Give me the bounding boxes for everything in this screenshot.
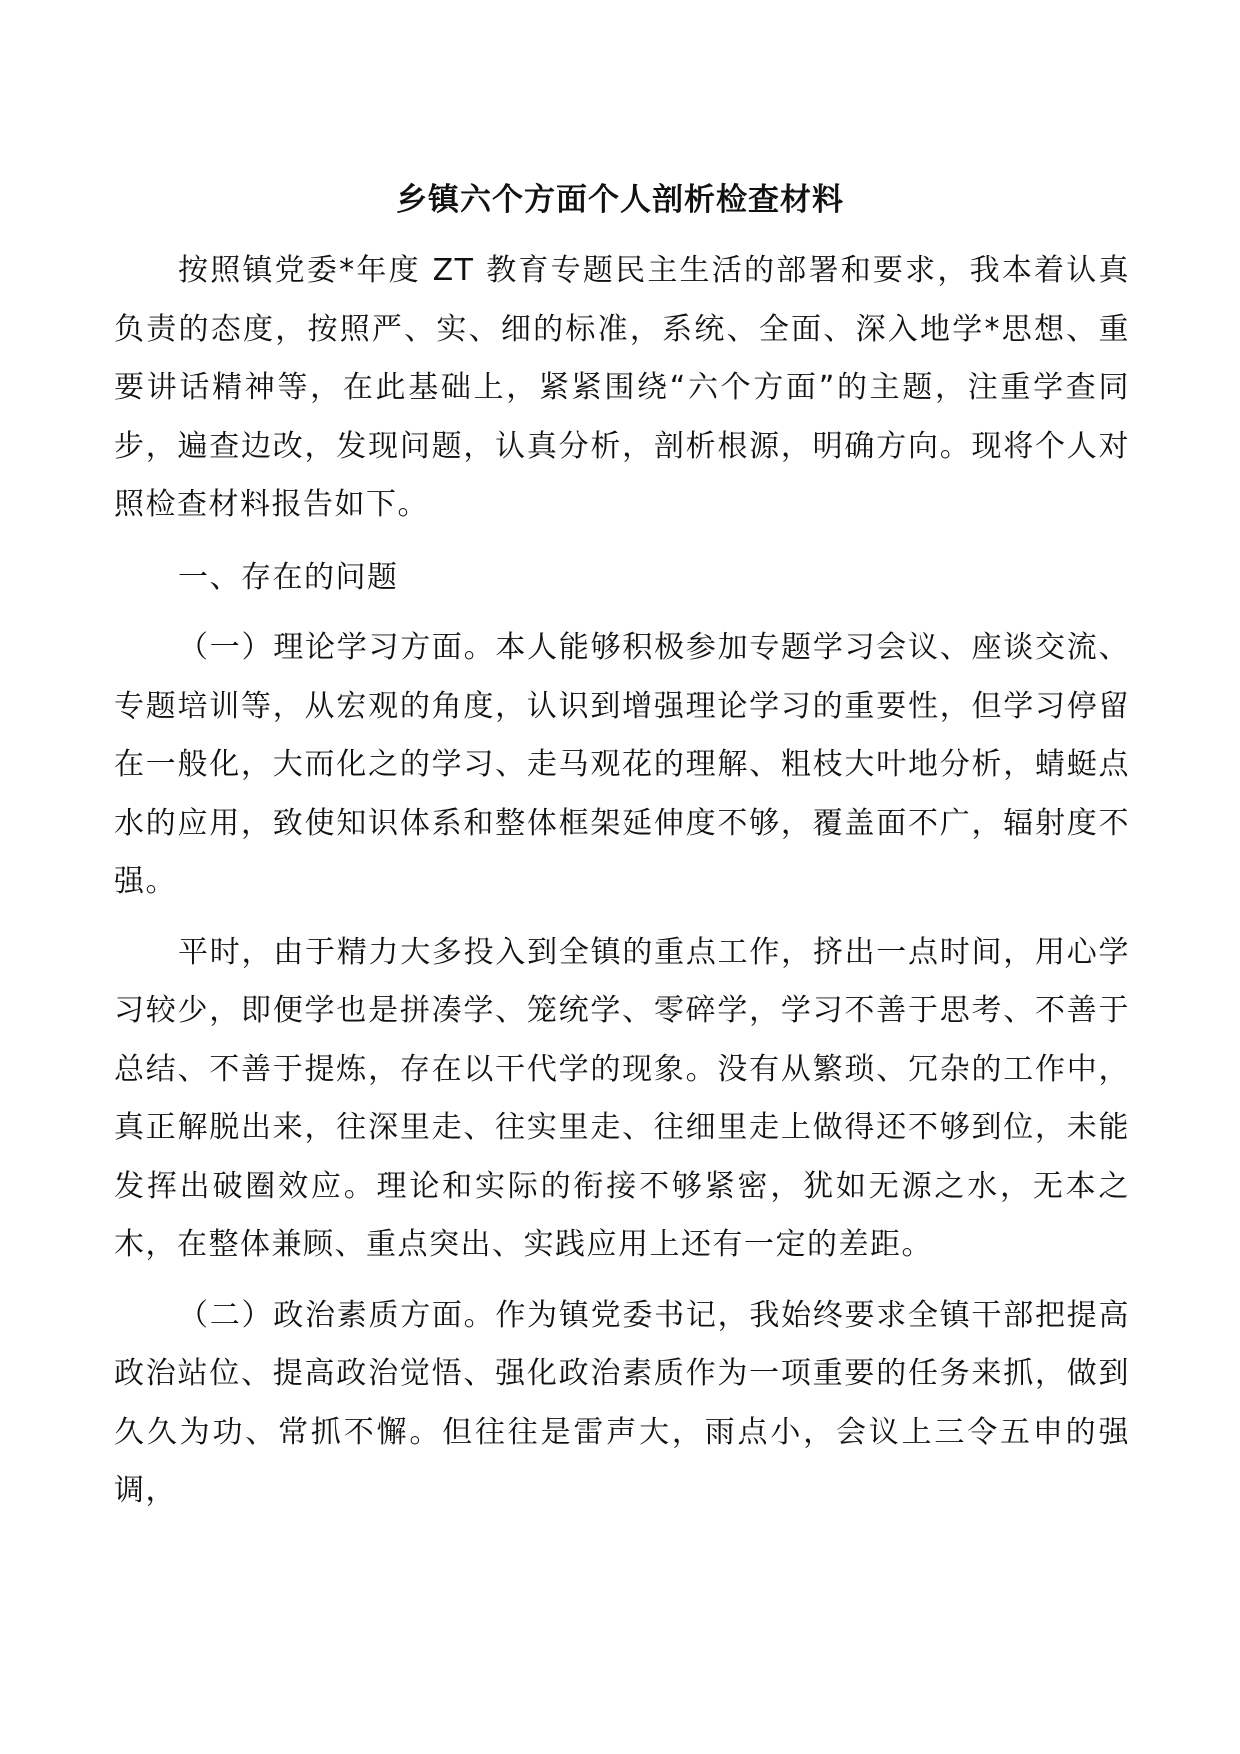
intro-paragraph: 按照镇党委*年度 ZT 教育专题民主生活的部署和要求，我本着认真负责的态度，按照严、实、细的标准，系统、全面、深入地学*思想、重要讲话精神等，在此基础上，紧紧围绕“六个方面”的主题，注重学查同步，遍查边改，发现问题，认真分析，剖析根源，明确方向。现将个人对照检查材料报告如下。	[114, 253, 1130, 522]
document-title: 乡镇六个方面个人剖析检查材料	[396, 182, 844, 218]
document-body	[114, 242, 1130, 1521]
section-heading-problems: 一、存在的问题	[178, 559, 399, 595]
paragraph-theory-study: （一）理论学习方面。本人能够积极参加专题学习会议、座谈交流、专题培训等，从宏观的角度，认识到增强理论学习的重要性，但学习停留在一般化，大而化之的学习、走马观花的理解、粗枝大叶地分析，蜻蜓点水的应用，致使知识体系和整体框架延伸度不够，覆盖面不广，辐射度不强。	[114, 630, 1130, 899]
paragraph-political-quality: （二）政治素质方面。作为镇党委书记，我始终要求全镇干部把提高政治站位、提高政治觉悟、强化政治素质作为一项重要的任务来抓，做到久久为功、常抓不懈。但往往是雷声大，雨点小，会议上三令五申的强调，	[114, 1297, 1130, 1508]
paragraph-daily-study: 平时，由于精力大多投入到全镇的重点工作，挤出一点时间，用心学习较少，即便学也是拼凑学、笼统学、零碎学，学习不善于思考、不善于总结、不善于提炼，存在以干代学的现象。没有从繁琐、冗杂的工作中，真正解脱出来，往深里走、往实里走、往细里走上做得还不够到位，未能发挥出破圈效应。理论和实际的衔接不够紧密，犹如无源之水，无本之木，在整体兼顾、重点突出、实践应用上还有一定的差距。	[114, 934, 1130, 1262]
